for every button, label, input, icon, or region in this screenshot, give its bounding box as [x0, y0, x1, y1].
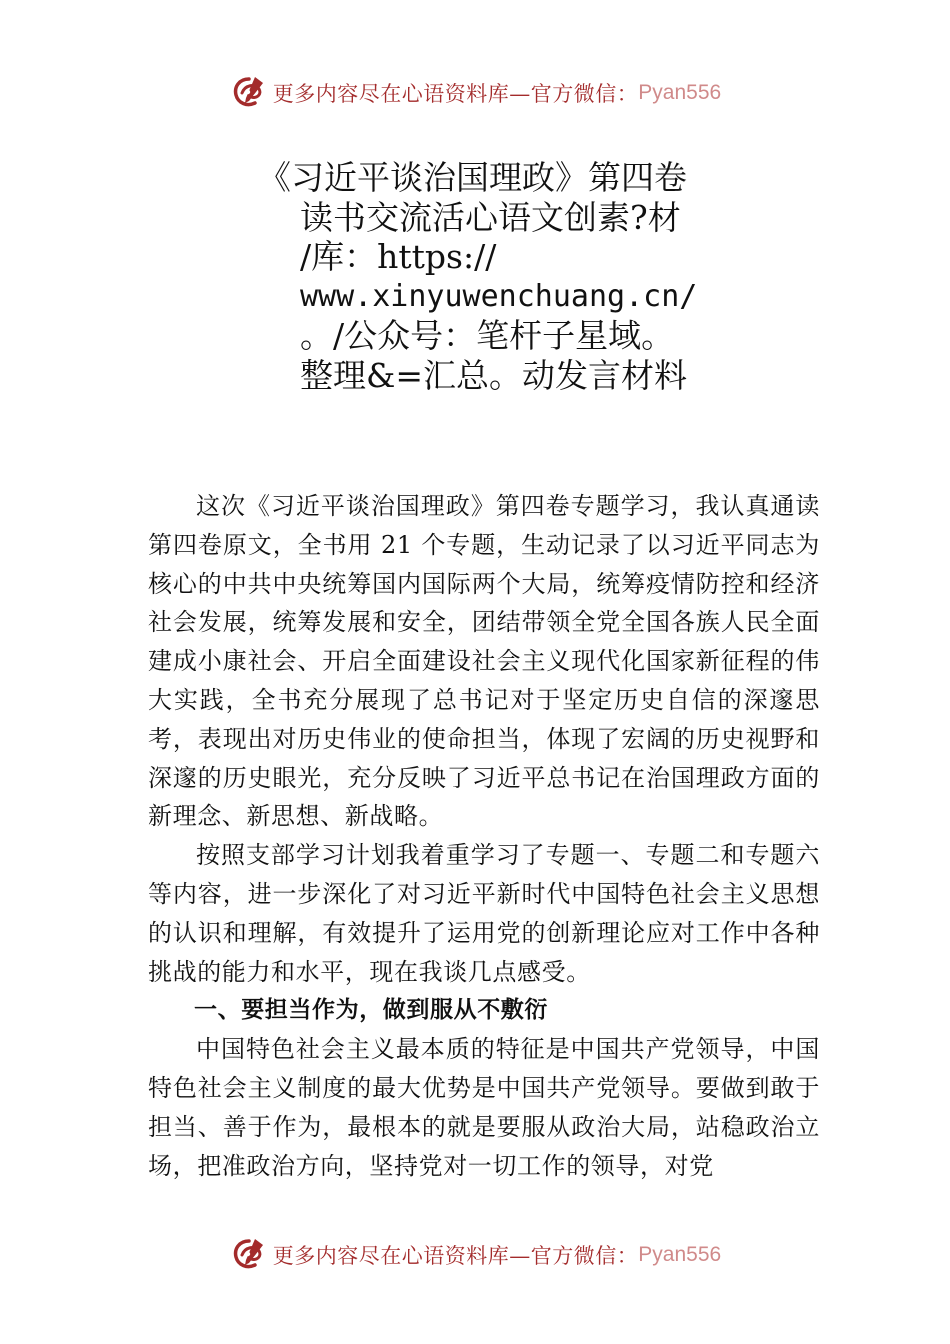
watermark-text: 更多内容尽在心语资料库—官方微信： [272, 82, 639, 106]
title-line: 《习近平谈治国理政》第四卷 [258, 158, 687, 197]
body-paragraph: 按照支部学习计划我着重学习了专题一、专题二和专题六等内容，进一步深化了对习近平新时代中国特色社会主义思想的认识和理解，有效提升了运用党的创新理论应对工作中各种挑战的能力和水平，现在我谈几点感受。 [148, 841, 820, 986]
title-line: 读书交流活心语文创素?材 [300, 197, 681, 237]
header-watermark [0, 70, 950, 116]
watermark-text: 更多内容尽在心语资料库—官方微信： [272, 1244, 639, 1268]
title-line: /库：https:// [300, 237, 497, 276]
body-paragraph: 中国特色社会主义最本质的特征是中国共产党领导，中国特色社会主义制度的最大优势是中国共产党领导。要做到敢于担当、善于作为，最根本的就是要服从政治大局，站稳政治立场，把准政治方向，坚持党对一切工作的领导，对党 [148, 1035, 820, 1180]
body-paragraph: 这次《习近平谈治国理政》第四卷专题学习，我认真通读第四卷原文，全书用 21 个专题，生动记录了以习近平同志为核心的中共中央统筹国内国际两个大局，统筹疫情防控和经济社会发展，统筹发展和安全，团结带领全党全国各族人民全面建成小康社会、开启全面建设社会主义现代化国家新征程的伟大实践，全书充分展现了总书记对于坚定历史自信的深邃思考，表现出对历史伟业的使命担当，体现了宏阔的历史视野和深邃的历史眼光，充分反映了习近平总书记在治国理政方面的新理念、新思想、新战略。 [148, 492, 820, 831]
title-url-line: www.xinyuwenchuang.cn/ [300, 278, 698, 314]
wechat-id: Pyan556 [638, 81, 722, 104]
section-heading: 一、要担当作为，做到服从不敷衍 [194, 997, 548, 1024]
title-line: 。/公众号：笔杆子星域。 [300, 316, 675, 355]
footer-watermark [0, 1232, 950, 1278]
pen-swirl-logo-icon [229, 1235, 269, 1275]
title-line: 整理&=汇总。动发言材料 [300, 355, 688, 395]
document-body [148, 487, 820, 1185]
document-title [258, 158, 728, 395]
pen-swirl-logo-icon [229, 73, 269, 113]
wechat-id: Pyan556 [638, 1243, 722, 1266]
